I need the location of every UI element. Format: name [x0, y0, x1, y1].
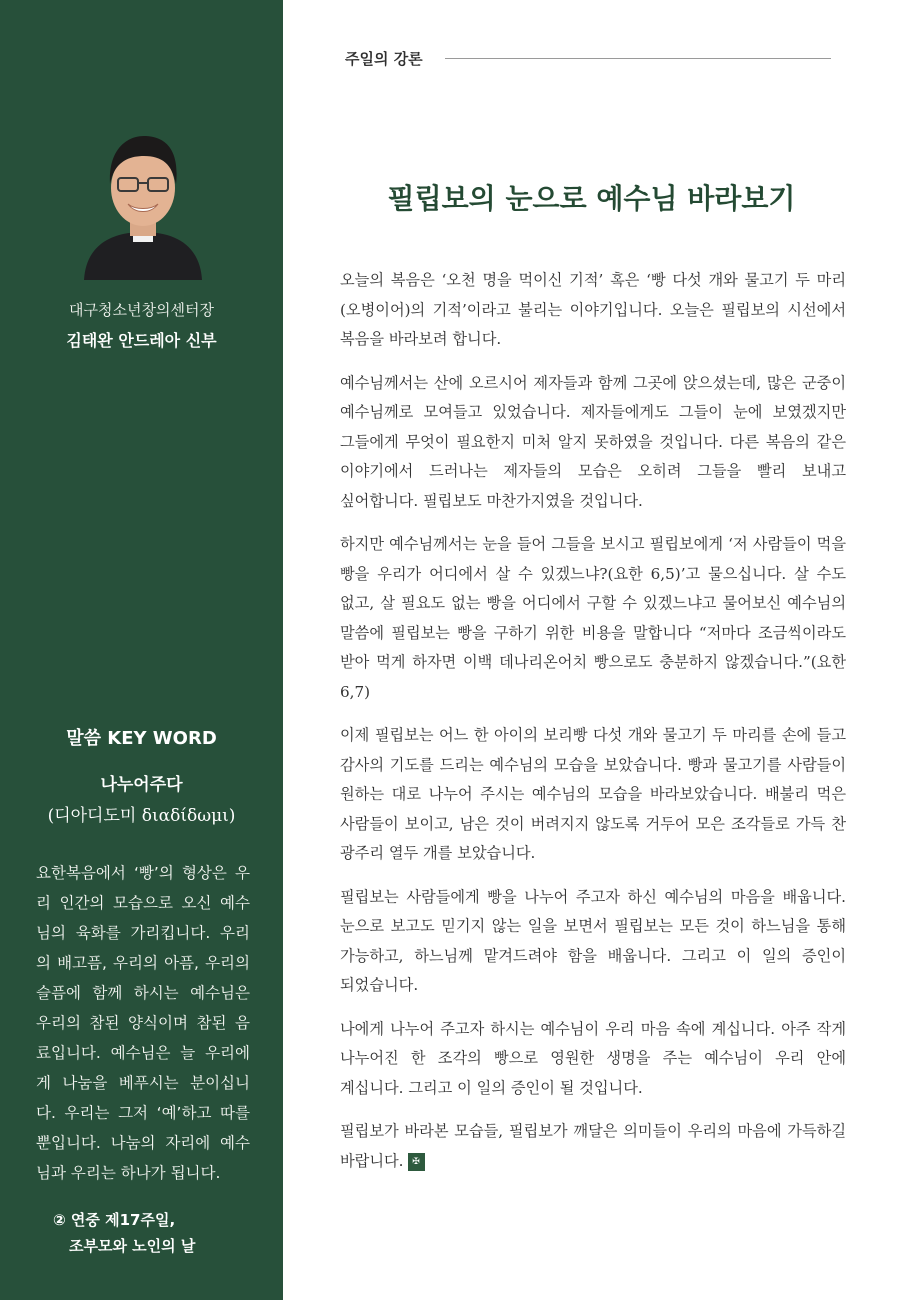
author-photo	[80, 128, 206, 280]
paragraph: 나에게 나누어 주고자 하시는 예수님이 우리 마음 속에 계십니다. 아주 작게 나누어진 한 조각의 빵으로 영원한 생명을 주는 예수님이 우리 안에 계십니다. 그리고 이 일의 증인이 될 것입니다.	[340, 1019, 846, 1097]
paragraph: 이제 필립보는 어느 한 아이의 보리빵 다섯 개와 물고기 두 마리를 손에 들고 감사의 기도를 드리는 예수님의 모습을 보았습니다. 빵과 물고기를 사람들이 원하는 대로 나누어 주시는 예수님의 모습을 바라보았습니다. 배불리 먹은 사람들이 보이고, 남은 것이 버려지지 않도록 거두어 모은 조각들로 가득 찬 광주리 열두 개를 보았습니다.	[340, 726, 846, 862]
keyword-word: 나누어주다	[100, 775, 183, 795]
paragraph: 오늘의 복음은 ‘오천 명을 먹이신 기적’ 혹은 ‘빵 다섯 개와 물고기 두 마리(오병이어)의 기적’이라고 불리는 이야기입니다. 오늘은 필립보의 시선에서 복음을 바라보려 합니다.	[340, 271, 846, 348]
paragraph: 하지만 예수님께서는 눈을 들어 그들을 보시고 필립보에게 ‘저 사람들이 먹을 빵을 우리가 어디에서 살 수 있겠느냐?(요한 6,5)’고 물으십니다. 살 수도 없고, 살 필요도 없는 빵을 어디에서 구할 수 있겠느냐고 물어보신 예수님의 말씀에 필립보는 빵을 구하기 위한 비용을 말합니다 “저마다 조금씩이라도 받아 먹게 하자면 이백 데나리온어치 빵으로도 충분하지 않겠습니다.”(요한 6,7)	[340, 535, 846, 701]
author-name: 김태완 안드레아 신부	[66, 331, 217, 350]
homily-body	[340, 266, 846, 1190]
paragraph: 필립보는 사람들에게 빵을 나누어 주고자 하신 예수님의 마음을 배웁니다. 눈으로 보고도 믿기지 않는 일을 보면서 필립보는 모든 것이 하느님을 통해 가능하고, 하느님께 맡겨드려야 함을 배웁니다. 그리고 이 일의 증인이 되었습니다.	[340, 887, 846, 994]
keyword-origin: (디아디도미 διαδίδωμι)	[47, 806, 236, 826]
keyword-heading: 말씀 KEY WORD	[66, 728, 217, 749]
section-label: 주일의 강론	[345, 50, 423, 68]
paragraph-last	[340, 1117, 846, 1176]
liturgical-occasion	[53, 1207, 195, 1259]
occasion-line-1: ② 연중 제17주일,	[53, 1211, 176, 1229]
keyword-description: 요한복음에서 ‘빵’의 형상은 우리 인간의 모습으로 오신 예수님의 육화를 가리킵니다. 우리의 배고픔, 우리의 아픔, 우리의 슬픔에 함께 하시는 예수님은 우리의 참된 양식이며 참된 음료입니다. 예수님은 늘 우리에게 나눔을 베푸시는 분이십니다. 우리는 그저 ‘예’하고 따를 뿐입니다. 나눔의 자리에 예수님과 우리는 하나가 됩니다.	[36, 864, 250, 1182]
end-mark-icon: ✠	[408, 1153, 425, 1171]
paragraph: 예수님께서는 산에 오르시어 제자들과 함께 그곳에 앉으셨는데, 많은 군중이 예수님께로 모여들고 있었습니다. 제자들에게도 그들이 눈에 보였겠지만 그들에게 무엇이 필요한지 미처 알지 못하였을 것입니다. 다른 복음의 같은 이야기에서 드러나는 제자들의 모습은 오히려 그들을 빨리 보내고 싶어합니다. 필립보도 마찬가지였을 것입니다.	[340, 373, 846, 510]
paragraph-text: 필립보가 바라본 모습들, 필립보가 깨달은 의미들이 우리의 마음에 가득하길 바랍니다.	[340, 1122, 846, 1170]
author-org: 대구청소년창의센터장	[69, 301, 214, 319]
occasion-line-2: 조부모와 노인의 날	[69, 1237, 196, 1255]
section-divider	[445, 58, 831, 59]
homily-title: 필립보의 눈으로 예수님 바라보기	[387, 181, 796, 215]
sidebar	[0, 0, 283, 1300]
main-content	[283, 0, 900, 1300]
